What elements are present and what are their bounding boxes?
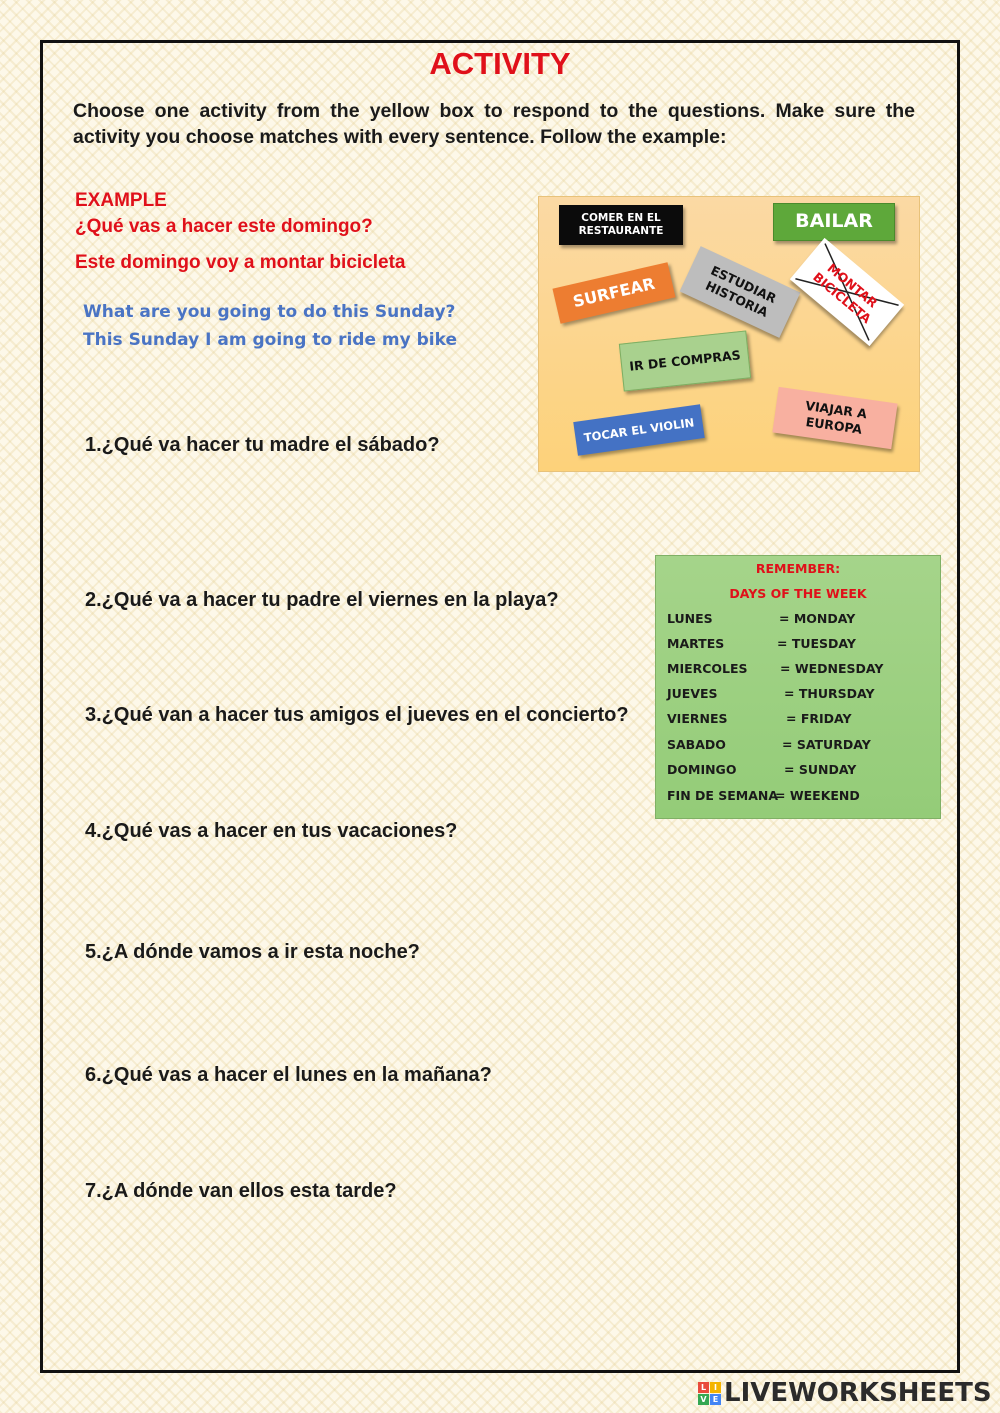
page-title: ACTIVITY [429,46,571,81]
day-es: MARTES [667,636,725,651]
example-answer-en: This Sunday I am going to ride my bike [83,330,457,350]
activity-violin: TOCAR EL VIOLIN [573,404,704,455]
day-en: = THURSDAY [784,686,875,701]
activity-comer: COMER EN EL RESTAURANTE [559,205,683,245]
day-en: = WEDNESDAY [780,661,884,676]
day-es: DOMINGO [667,762,737,777]
question-4: 4.¿Qué vas a hacer en tus vacaciones? [85,820,458,842]
question-5: 5.¿A dónde vamos a ir esta noche? [85,941,420,963]
activity-surfear: SURFEAR [552,262,675,324]
day-en: = SATURDAY [782,737,871,752]
activity-compras: IR DE COMPRAS [619,330,751,391]
brand-logo[interactable] [698,1378,992,1408]
day-en: = TUESDAY [777,636,856,651]
day-en: = FRIDAY [786,711,852,726]
activity-bailar: BAILAR [773,203,895,241]
remember-title: REMEMBER: [755,561,841,576]
day-row [667,788,860,848]
day-en: = MONDAY [779,611,856,626]
activity-montar-label: MONTAR BICICLETA [810,260,881,327]
liveworksheets-icon: L I V E [698,1382,721,1405]
question-2: 2.¿Qué va a hacer tu padre el viernes en la playa? [85,589,559,611]
question-7: 7.¿A dónde van ellos esta tarde? [85,1180,397,1202]
example-answer-es: Este domingo voy a montar bicicleta [75,252,406,273]
instructions: Choose one activity from the yellow box to respond to the questions. Make sure the activity you choose matches with every sentence. Follow the example: [73,100,915,148]
day-es: JUEVES [667,686,718,701]
day-en: = SUNDAY [784,762,857,777]
day-es: VIERNES [667,711,728,726]
day-es: FIN DE SEMANA [667,788,779,803]
question-1: 1.¿Qué va hacer tu madre el sábado? [85,434,440,456]
example-question-en: What are you going to do this Sunday? [83,302,456,322]
question-3: 3.¿Qué van a hacer tus amigos el jueves en el concierto? [85,704,629,726]
activity-box [538,196,920,472]
brand-name: LIVEWORKSHEETS [724,1378,992,1408]
day-es: MIERCOLES [667,661,748,676]
activity-montar [790,238,904,346]
remember-box [655,555,941,819]
day-en: = WEEKEND [775,788,860,803]
day-es: SABADO [667,737,726,752]
example-question-es: ¿Qué vas a hacer este domingo? [75,216,373,237]
activity-viajar: VIAJAR A EUROPA [772,387,897,449]
activity-estudiar: ESTUDIAR HISTORIA [680,246,801,338]
day-es: LUNES [667,611,713,626]
remember-subtitle: DAYS OF THE WEEK [729,586,867,601]
question-6: 6.¿Qué vas a hacer el lunes en la mañana? [85,1064,492,1086]
example-label: EXAMPLE [75,190,167,211]
